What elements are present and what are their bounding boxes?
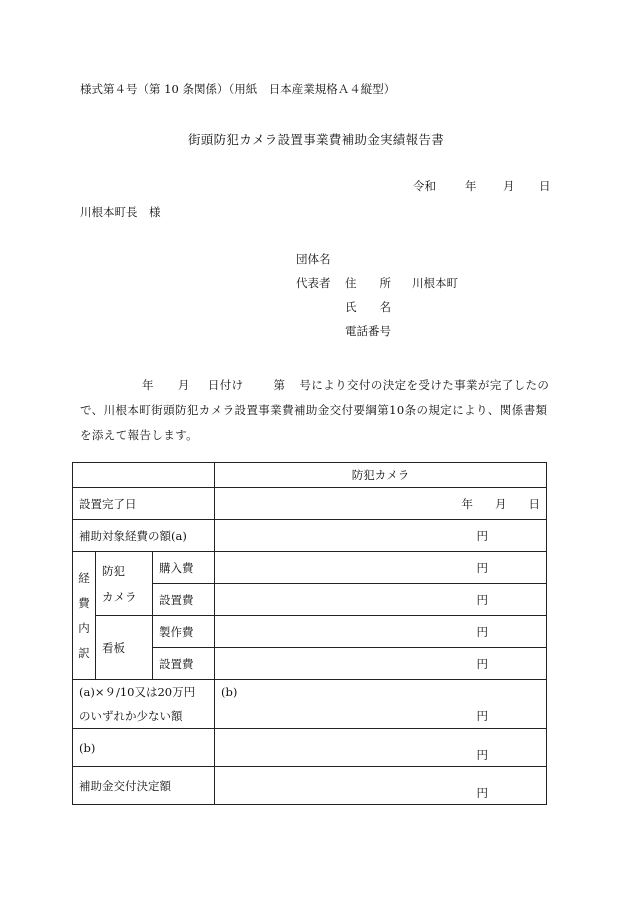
calc-b-marker: (b): [221, 685, 238, 699]
body-no: 第: [273, 378, 286, 392]
production-yen: 円: [215, 616, 547, 648]
decision-row: [73, 767, 547, 805]
b-row: [73, 729, 547, 767]
body-dated: 日付け: [207, 378, 244, 392]
breakdown-char: 訳: [78, 645, 90, 660]
calc-value-cell: [215, 680, 547, 729]
camera-install-label: 設置費: [153, 584, 215, 616]
org-label: 団体名: [296, 252, 331, 266]
header-camera: 防犯カメラ: [215, 463, 547, 488]
body-month: 月: [177, 378, 190, 392]
sign-install-yen: 円: [215, 648, 547, 680]
breakdown-char: 経: [78, 570, 90, 585]
decision-yen: 円: [215, 767, 547, 805]
address-label: 住 所: [345, 276, 391, 290]
eligible-label: 補助対象経費の額(a): [73, 520, 215, 552]
sign-label: 看板: [96, 616, 153, 680]
purchase-label: 購入費: [153, 552, 215, 584]
purchase-yen: 円: [215, 552, 547, 584]
name-label: 氏 名: [345, 300, 391, 314]
rep-label: 代表者: [296, 276, 331, 290]
breakdown-char: 費: [78, 595, 90, 610]
completion-label: 設置完了日: [73, 488, 215, 520]
completion-year: 年: [461, 496, 474, 511]
eligible-row: [73, 520, 547, 552]
body-paragraph: [80, 373, 550, 448]
b-label: (b): [73, 729, 215, 767]
b-yen: 円: [215, 729, 547, 767]
date-day: 日: [539, 179, 551, 193]
body-year: 年: [142, 378, 154, 392]
calc-row: [73, 680, 547, 729]
camera-install-yen: 円: [215, 584, 547, 616]
address-value: 川根本町: [412, 276, 458, 290]
completion-row: [73, 488, 547, 520]
camera-label-line: カメラ: [102, 589, 137, 604]
sign-production-row: [73, 616, 547, 648]
calc-label-line: のいずれか少ない額: [79, 709, 183, 723]
breakdown-label: [73, 552, 96, 680]
date-month: 月: [503, 179, 515, 193]
sign-install-label: 設置費: [153, 648, 215, 680]
eligible-yen: 円: [215, 520, 547, 552]
phone-label: 電話番号: [345, 324, 391, 338]
header-blank-cell: [73, 463, 215, 488]
decision-label: 補助金交付決定額: [73, 767, 215, 805]
date-era: 令和: [413, 179, 436, 193]
calc-label: [73, 680, 215, 729]
document-title: 街頭防犯カメラ設置事業費補助金実績報告書: [188, 132, 445, 147]
report-table: [72, 462, 547, 805]
date-year: 年: [465, 179, 477, 193]
body-text: 号により交付の決定を受けた事業が完了したので、川根本町街頭防犯カメラ設置事業費補助金交付要綱第10条の規定により、関係書類を添えて報告します。: [80, 378, 550, 442]
breakdown-char: 内: [78, 620, 90, 635]
production-label: 製作費: [153, 616, 215, 648]
camera-label: [96, 552, 153, 616]
table-header-row: [73, 463, 547, 488]
completion-date: [215, 488, 547, 520]
camera-purchase-row: [73, 552, 547, 584]
calc-yen: 円: [476, 709, 489, 723]
completion-day: 日: [528, 496, 541, 511]
form-number: 様式第４号（第 10 条関係）（用紙 日本産業規格Ａ４縦型）: [80, 82, 396, 96]
completion-month: 月: [495, 496, 507, 511]
calc-label-line: (a)×９/10又は20万円: [79, 685, 196, 699]
addressee: 川根本町長 様: [80, 205, 161, 219]
camera-label-line: 防犯: [102, 563, 125, 578]
